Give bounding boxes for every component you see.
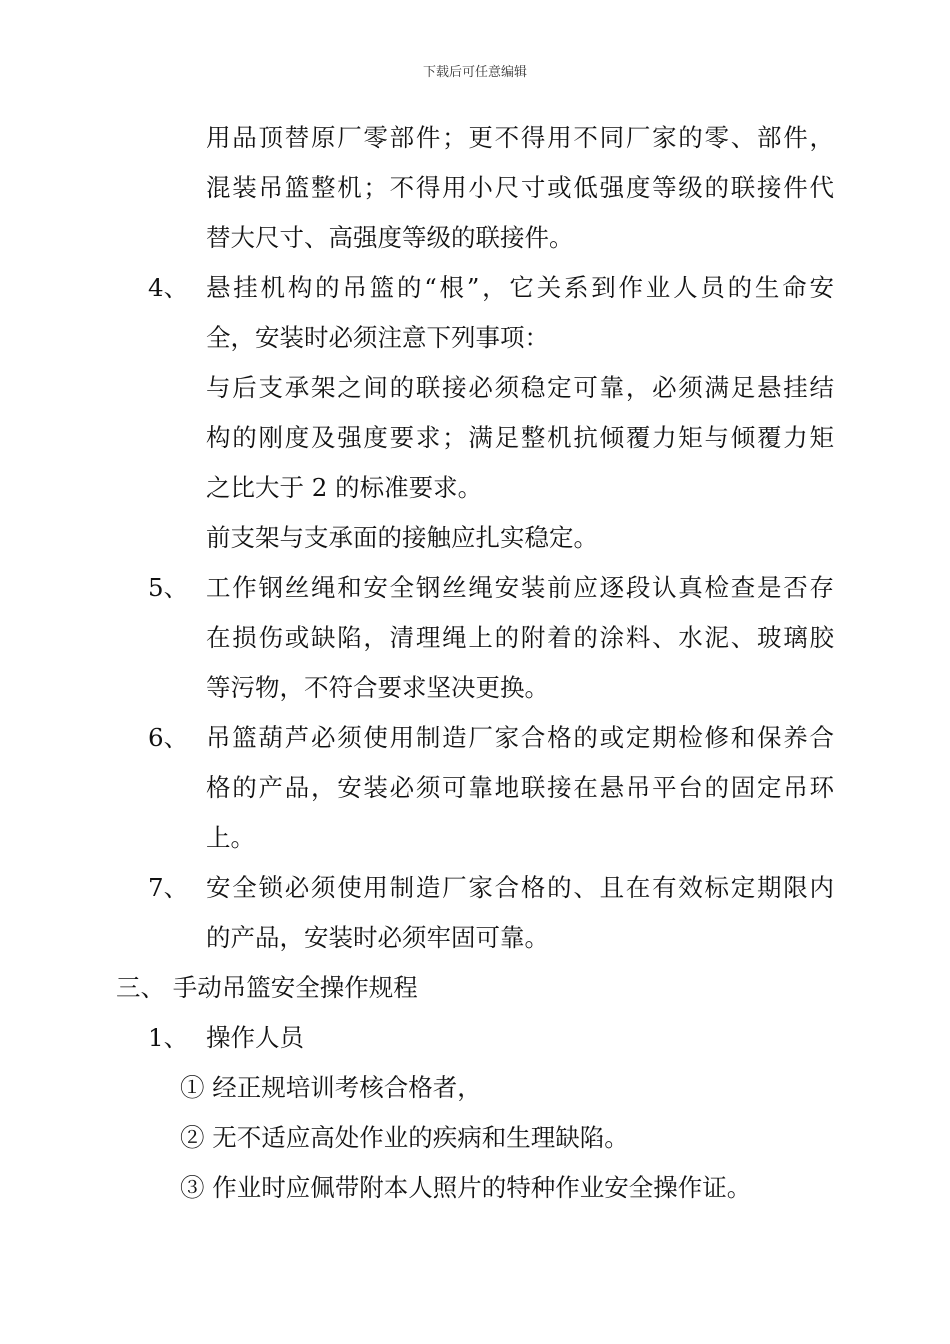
paragraph-line: 上。 — [206, 823, 255, 852]
paragraph-line: 等污物，不符合要求坚决更换。 — [206, 673, 549, 702]
paragraph-line: 混装吊篮整机；不得用小尺寸或低强度等级的联接件代 — [206, 173, 834, 202]
list-item: ① 经正规培训考核合格者， — [180, 1073, 482, 1102]
paragraph-line: 用品顶替原厂零部件；更不得用不同厂家的零、部件， — [206, 123, 834, 152]
section-heading: 三、 手动吊篮安全操作规程 — [116, 973, 418, 1002]
paragraph-line: 与后支承架之间的联接必须稳定可靠，必须满足悬挂结 — [206, 373, 834, 402]
paragraph-line: 的产品，安装时必须牢固可靠。 — [206, 923, 549, 952]
list-number: 6、 — [148, 723, 189, 752]
paragraph-line: 在损伤或缺陷，清理绳上的附着的涂料、水泥、玻璃胶 — [206, 623, 834, 652]
paragraph-line: 安全锁必须使用制造厂家合格的、且在有效标定期限内 — [206, 873, 834, 902]
list-item: ③ 作业时应佩带附本人照片的特种作业安全操作证。 — [180, 1173, 752, 1202]
paragraph-line: 工作钢丝绳和安全钢丝绳安装前应逐段认真检查是否存 — [206, 573, 834, 602]
list-number: 1、 — [148, 1023, 189, 1052]
paragraph-line: 构的刚度及强度要求；满足整机抗倾覆力矩与倾覆力矩 — [206, 423, 834, 452]
paragraph-line: 替大尺寸、高强度等级的联接件。 — [206, 223, 574, 252]
paragraph-line: 之比大于 2 的标准要求。 — [206, 473, 483, 502]
list-number: 5、 — [148, 573, 189, 602]
subsection-title: 操作人员 — [206, 1023, 304, 1052]
page-header: 下载后可任意编辑 — [422, 65, 527, 80]
paragraph-line: 前支架与支承面的接触应扎实稳定。 — [206, 523, 598, 552]
paragraph-line: 全，安装时必须注意下列事项： — [206, 323, 549, 352]
paragraph-line: 吊篮葫芦必须使用制造厂家合格的或定期检修和保养合 — [206, 723, 834, 752]
paragraph-line: 格的产品，安装必须可靠地联接在悬吊平台的固定吊环 — [206, 773, 834, 802]
paragraph-line: 悬挂机构的吊篮的“根”，它关系到作业人员的生命安 — [206, 273, 834, 302]
list-number: 4、 — [148, 273, 189, 302]
list-item: ② 无不适应高处作业的疾病和生理缺陷。 — [180, 1123, 629, 1152]
list-number: 7、 — [148, 873, 189, 902]
